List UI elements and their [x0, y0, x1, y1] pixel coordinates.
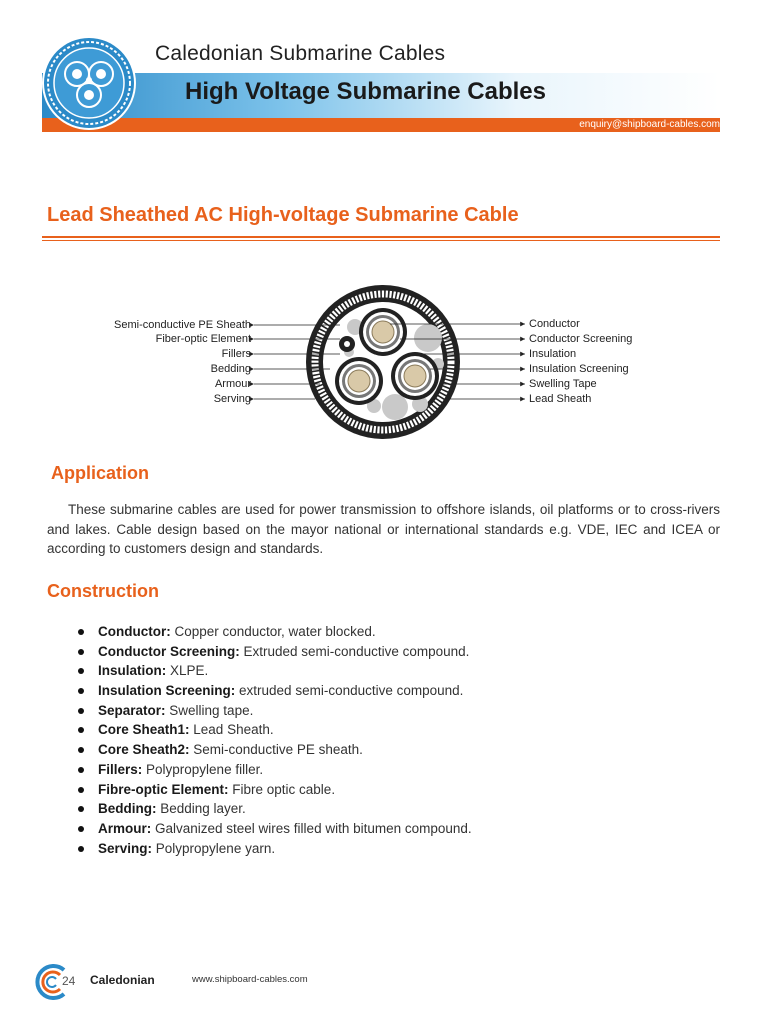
label-conductor-screening: Conductor Screening	[529, 333, 633, 345]
list-item-term: Insulation Screening:	[98, 683, 236, 699]
cable-cross-section-logo-icon	[40, 34, 138, 132]
label-fiber-optic-element: Fiber-optic Element	[155, 333, 251, 345]
list-item-desc: Copper conductor, water blocked.	[170, 624, 376, 639]
brand-name: Caledonian Submarine Cables	[155, 42, 446, 65]
list-item-term: Core Sheath1:	[98, 722, 190, 738]
list-item	[78, 622, 472, 642]
list-item-desc: Polypropylene filler.	[142, 761, 264, 777]
list-item-term: Bedding:	[98, 801, 157, 817]
contact-email[interactable]: enquiry@shipboard-cables.com	[579, 119, 720, 130]
list-item	[78, 740, 472, 760]
footer-url[interactable]: www.shipboard-cables.com	[192, 974, 308, 985]
label-armour: Armour	[214, 378, 251, 390]
list-item	[78, 642, 472, 662]
divider	[42, 236, 720, 238]
page-number: 24	[62, 974, 76, 988]
list-item-term: Fillers:	[98, 761, 143, 777]
list-item	[78, 661, 472, 681]
footer-brand: Caledonian	[90, 973, 155, 987]
list-item	[78, 799, 472, 819]
list-item-term: Conductor Screening:	[98, 643, 240, 659]
list-item-desc: Bedding layer.	[156, 801, 246, 817]
list-item-desc: Polypropylene yarn.	[152, 840, 276, 856]
list-item-term: Separator:	[98, 702, 166, 718]
label-semi-conductive-pe-sheath: Semi-conductive PE Sheath	[114, 319, 251, 331]
label-lead-sheath: Lead Sheath	[529, 393, 592, 405]
list-item-term: Core Sheath2:	[98, 742, 190, 758]
list-item-term: Insulation:	[98, 663, 167, 679]
label-fillers: Fillers	[221, 348, 251, 360]
list-item-desc: Semi-conductive PE sheath.	[189, 742, 363, 758]
list-item-term: Serving:	[98, 840, 153, 856]
list-item	[78, 780, 472, 800]
label-serving: Serving	[213, 393, 251, 405]
label-bedding: Bedding	[210, 363, 251, 375]
list-item	[78, 701, 472, 721]
section-title: Lead Sheathed AC High-voltage Submarine Cable	[47, 204, 519, 226]
list-item	[78, 760, 472, 780]
application-heading: Application	[51, 463, 149, 483]
label-conductor: Conductor	[529, 318, 580, 330]
list-item	[78, 720, 472, 740]
list-item-term: Conductor:	[98, 624, 171, 639]
list-item	[78, 839, 472, 859]
list-item-desc: Galvanized steel wires filled with bitumen compound.	[151, 820, 472, 836]
construction-heading: Construction	[47, 581, 159, 601]
list-item-desc: XLPE.	[166, 663, 209, 679]
label-swelling-tape: Swelling Tape	[529, 378, 597, 390]
construction-list	[78, 622, 472, 858]
divider	[42, 240, 720, 241]
cable-cross-section-diagram	[0, 280, 768, 460]
list-item-desc: extruded semi-conductive compound.	[235, 683, 464, 699]
list-item	[78, 681, 472, 701]
list-item	[78, 819, 472, 839]
application-text: These submarine cables are used for power transmission to offshore islands, oil platforms or to cross-rivers and lakes. Cable design based on the mayor national or international standards e.g. VDE, IEC and ICEA or according to customers design and standards.	[47, 502, 720, 556]
list-item-desc: Swelling tape.	[165, 702, 254, 718]
list-item-term: Armour:	[98, 820, 152, 836]
list-item-desc: Lead Sheath.	[189, 722, 274, 738]
label-insulation: Insulation	[529, 348, 577, 360]
page-title: High Voltage Submarine Cables	[185, 78, 546, 105]
list-item-desc: Extruded semi-conductive compound.	[239, 643, 470, 659]
list-item-desc: Fibre optic cable.	[228, 781, 336, 797]
list-item-term: Fibre-optic Element:	[98, 781, 229, 797]
label-insulation-screening: Insulation Screening	[529, 363, 629, 375]
